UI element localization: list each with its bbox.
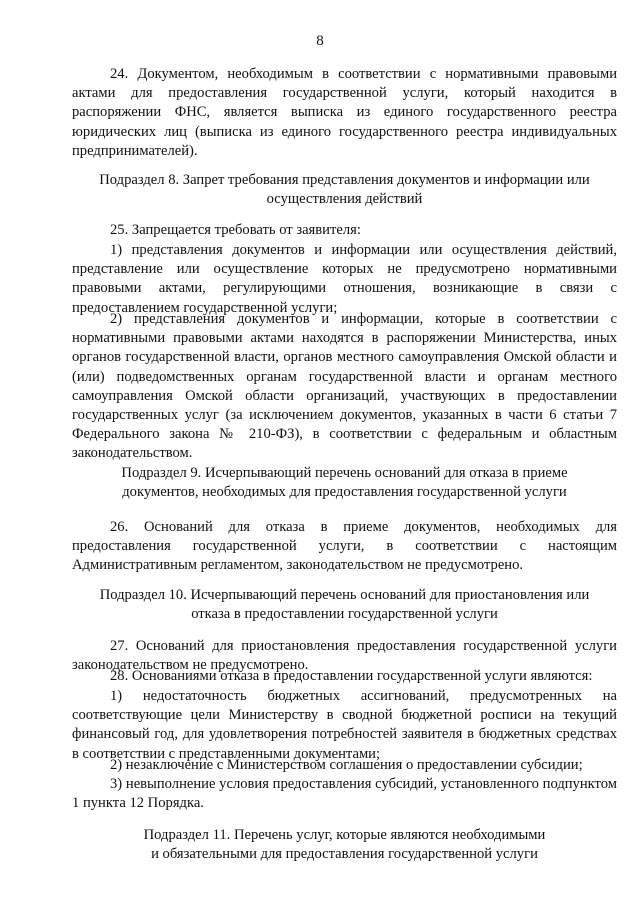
heading-line: Подраздел 10. Исчерпывающий перечень оснований для приостановления или [99,587,590,603]
heading-line: Подраздел 9. Исчерпывающий перечень оснований для отказа в приеме [121,465,568,481]
paragraph-26: 26. Оснований для отказа в приеме документов, необходимых для предоставления государственной услуги, в соответствии с настоящим Административным регламентом, законодательством не предусмотрено. [72,519,617,574]
page-number: 8 [316,33,324,49]
heading-line: отказа в предоставлении государственной услуги [191,606,498,623]
paragraph-28-item-3: 3) невыполнение условия предоставления субсидий, установленного подпунктом 1 пункта 12 Порядка. [72,776,617,812]
heading-subsection-9 [72,464,617,502]
paragraph-28-item-2: 2) незаключение с Министерством соглашения о предоставлении субсидии; [110,757,583,773]
paragraph-28: 28. Основаниями отказа в предоставлении государственной услуги являются: [110,668,593,684]
heading-line: осуществления действий [266,191,423,208]
heading-line: Подраздел 8. Запрет требования представления документов и информации или [99,172,590,188]
heading-subsection-11 [72,826,617,864]
heading-subsection-8 [72,171,617,209]
paragraph-28-item-1: 1) недостаточность бюджетных ассигнований, предусмотренных на соответствующие цели Министерству в сводной бюджетной росписи на текущий финансовый год, для удовлетворения потребностей заявителя в бюджетных средствах в соответствии с представленными документами; [72,688,617,762]
paragraph-25-item-2: 2) представления документов и информации, которые в соответствии с нормативными правовыми актами находятся в распоряжении Министерства, иных органов государственной власти, органов местного самоуправления Омской области и (или) подведомственных органам государственной власти и органам местного самоуправления Омской области организаций, участвующих в предоставлении государственных услуг (за исключением документов, указанных в части 6 статьи 7 Федерального закона № 210-ФЗ), в соответствии с федеральным и областным законодательством. [72,311,617,462]
paragraph-25-item-1: 1) представления документов и информации или осуществления действий, представление или осуществление которых не предусмотрено нормативными правовыми актами, регулирующими отношения, возникающие в связи с предоставлением государственной услуги; [72,242,617,316]
heading-line: документов, необходимых для предоставления государственной услуги [122,484,567,501]
heading-line: и обязательными для предоставления государственной услуги [151,846,538,863]
heading-line: Подраздел 11. Перечень услуг, которые являются необходимыми [143,827,546,843]
heading-subsection-10 [72,586,617,624]
paragraph-27: 27. Оснований для приостановления предоставления государственной услуги законодательством не предусмотрено. [72,638,617,674]
paragraph-24: 24. Документом, необходимым в соответствии с нормативными правовыми актами для предоставления государственной услуги, который находится в распоряжении ФНС, является выписка из единого государственного реестра юридических лиц (выписка из единого государственного реестра индивидуальных предпринимателей). [72,66,617,159]
paragraph-25: 25. Запрещается требовать от заявителя: [110,222,361,238]
